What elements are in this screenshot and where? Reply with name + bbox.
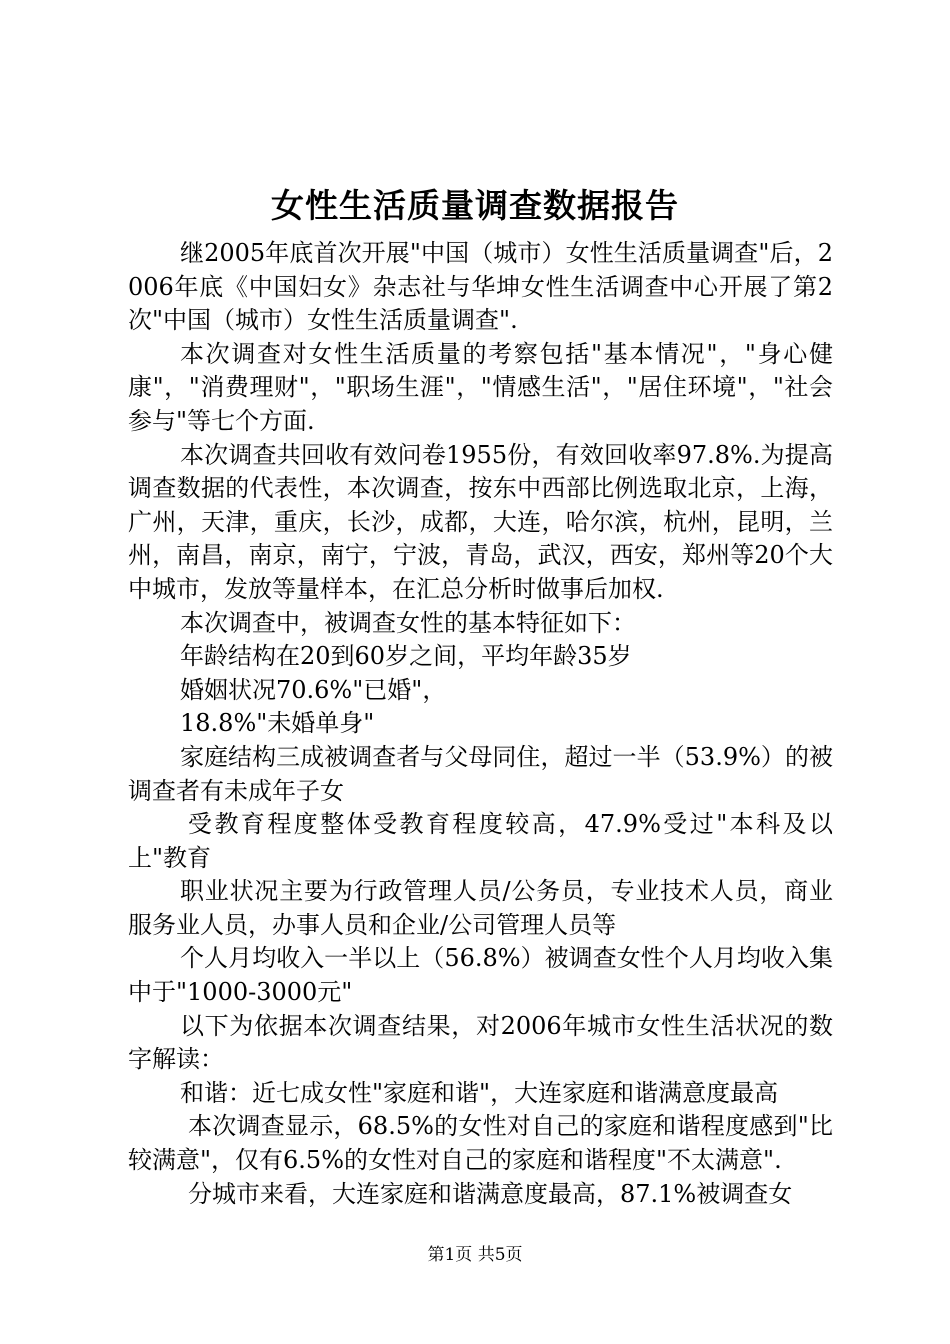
paragraph-harmony-heading: 和谐：近七成女性"家庭和谐"，大连家庭和谐满意度最高 xyxy=(180,1078,779,1107)
page-footer: 第1页 共5页 xyxy=(427,1245,523,1265)
paragraph-interpretation: 以下为依据本次调查结果，对2006年城市女性生活状况的数字解读： xyxy=(128,1011,833,1074)
paragraph-harmony-result: 本次调查显示，68.5%的女性对自己的家庭和谐程度感到"比较满意"，仅有6.5%的女性对自己的家庭和谐程度"不太满意". xyxy=(128,1112,833,1175)
paragraph-city-result: 分城市来看，大连家庭和谐满意度最高，87.1%被调查女 xyxy=(188,1179,793,1208)
paragraph-method: 本次调查共回收有效问卷1955份，有效回收率97.8%.为提高调查数据的代表性，本次调查，按东中西部比例选取北京，上海，广州，天津，重庆，长沙，成都，大连，哈尔滨，杭州，昆明，兰州，南昌，南京，南宁，宁波，青岛，武汉，西安，郑州等20个大中城市，发放等量样本，在汇总分析时做事后加权. xyxy=(128,440,833,603)
paragraph-occupation: 职业状况主要为行政管理人员/公务员，专业技术人员，商业服务业人员，办事人员和企业/公司管理人员等 xyxy=(128,877,833,939)
paragraph-age: 年龄结构在20到60岁之间，平均年龄35岁 xyxy=(180,642,632,671)
paragraph-income: 个人月均收入一半以上（56.8%）被调查女性个人月均收入集中于"1000-3000元" xyxy=(128,944,833,1007)
paragraph-features-intro: 本次调查中，被调查女性的基本特征如下： xyxy=(180,608,636,637)
document-title: 女性生活质量调查数据报告 xyxy=(271,186,679,225)
paragraph-intro: 继2005年底首次开展"中国（城市）女性生活质量调查"后，2006年底《中国妇女》杂志社与华坤女性生活调查中心开展了第2次"中国（城市）女性生活质量调查". xyxy=(128,239,833,335)
paragraph-marriage: 婚姻状况70.6%"已婚"， xyxy=(180,675,447,704)
paragraph-education: 受教育程度整体受教育程度较高，47.9%受过"本科及以上"教育 xyxy=(128,810,833,872)
paragraph-family: 家庭结构三成被调查者与父母同住，超过一半（53.9%）的被调查者有未成年子女 xyxy=(128,742,833,805)
paragraph-scope: 本次调查对女性生活质量的考察包括"基本情况"，"身心健康"，"消费理财"，"职场生涯"，"情感生活"，"居住环境"，"社会参与"等七个方面. xyxy=(128,339,833,435)
document-body xyxy=(128,237,833,1211)
paragraph-single: 18.8%"未婚单身" xyxy=(180,709,375,738)
